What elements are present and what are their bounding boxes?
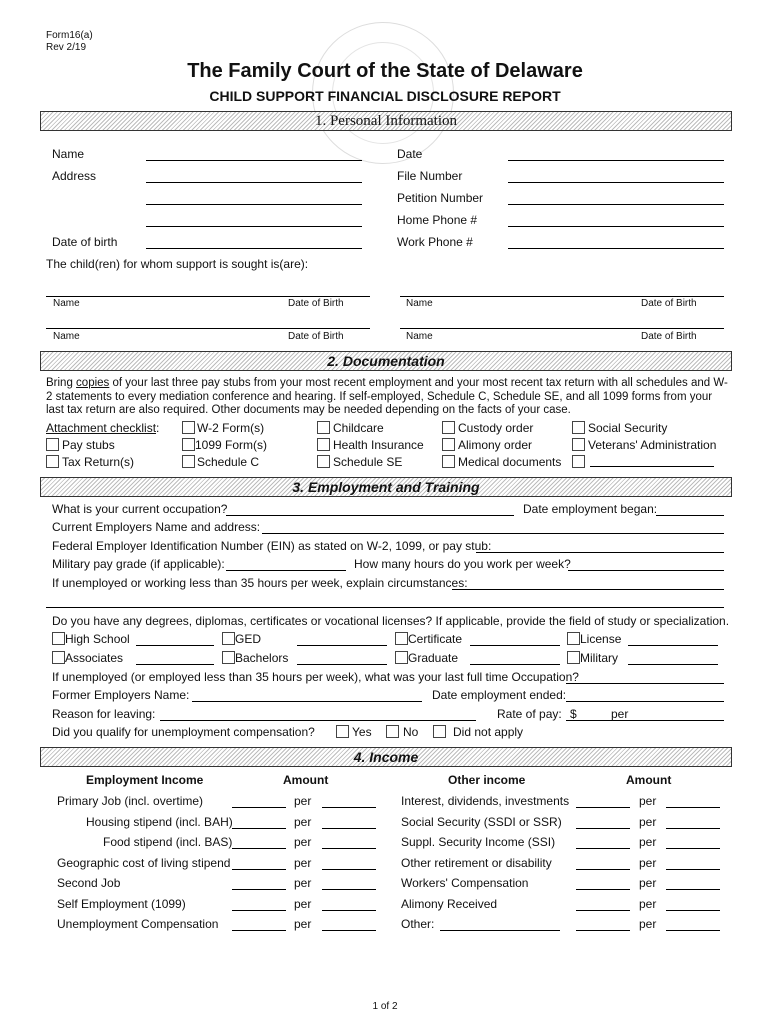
pay-stubs-label: Pay stubs	[62, 438, 115, 452]
health-insurance-label: Health Insurance	[333, 438, 424, 452]
section-employment-header	[40, 477, 732, 497]
other-income-description-field[interactable]	[440, 930, 560, 931]
income-right-row-label: Other retirement or disability	[401, 856, 552, 870]
income-per-label: per	[639, 897, 657, 911]
no-label: No	[403, 725, 419, 739]
veterans-label: Veterans' Administration	[588, 438, 717, 452]
income-right-row-label: Suppl. Security Income (SSI)	[401, 835, 556, 849]
income-left-row-label: Housing stipend (incl. BAH)	[86, 815, 233, 829]
income-amount-field[interactable]	[576, 807, 630, 808]
para-copies: copies	[76, 377, 110, 389]
license-label: License	[580, 632, 622, 646]
section-heading: 1. Personal Information	[314, 113, 458, 129]
other-document-checkbox[interactable]	[572, 455, 585, 468]
other-income-heading: Other income	[448, 773, 526, 787]
address-field-3[interactable]	[146, 226, 362, 227]
child-3-field[interactable]	[46, 328, 370, 329]
income-period-field[interactable]	[666, 910, 720, 911]
income-per-label: per	[639, 835, 657, 849]
income-per-label: per	[294, 815, 312, 829]
custody-order-label: Custody order	[458, 421, 534, 435]
schedule-c-checkbox[interactable]	[182, 455, 195, 468]
income-amount-field[interactable]	[576, 848, 630, 849]
income-amount-field[interactable]	[232, 828, 286, 829]
w2-label: W-2 Form(s)	[197, 421, 265, 435]
alimony-order-label: Alimony order	[458, 438, 533, 452]
income-period-field[interactable]	[666, 889, 720, 890]
associates-checkbox[interactable]	[52, 651, 65, 664]
bachelors-checkbox[interactable]	[222, 651, 235, 664]
income-per-label: per	[639, 856, 657, 870]
income-left-row-label: Food stipend (incl. BAS)	[103, 835, 233, 849]
date-field[interactable]	[508, 160, 724, 161]
military-field[interactable]	[226, 570, 346, 571]
other-document-field[interactable]	[590, 466, 714, 467]
income-amount-field[interactable]	[232, 910, 286, 911]
income-per-label: per	[294, 876, 312, 890]
military-edu-field[interactable]	[628, 664, 718, 665]
childcare-checkbox[interactable]	[317, 421, 330, 434]
section-heading: 2. Documentation	[327, 353, 445, 369]
checklist-colon: :	[156, 421, 160, 435]
ged-label: GED	[235, 632, 262, 646]
child-dob-label: Date of Birth	[288, 331, 344, 342]
income-per-label: per	[294, 917, 312, 931]
income-per-label: per	[639, 794, 657, 808]
income-period-field[interactable]	[322, 848, 376, 849]
form-1099-checkbox[interactable]	[182, 438, 195, 451]
attachment-checklist-label	[46, 421, 159, 435]
unemployed-field-2[interactable]	[46, 607, 724, 608]
address-label: Address	[52, 169, 97, 183]
degrees-label: Do you have any degrees, diplomas, certificates or vocational licenses? If applicable, provide the field of study or specialization.	[52, 614, 730, 628]
yes-checkbox[interactable]	[336, 725, 349, 738]
children-prompt: The child(ren) for whom support is sought is(are):	[46, 257, 309, 271]
amount-heading-right: Amount	[626, 773, 672, 787]
child-dob-label: Date of Birth	[288, 298, 344, 309]
income-period-field[interactable]	[322, 889, 376, 890]
yes-label: Yes	[352, 725, 372, 739]
amount-heading-left: Amount	[283, 773, 329, 787]
income-left-row-label: Geographic cost of living stipend	[57, 856, 231, 870]
income-right-row-label: Social Security (SSDI or SSR)	[401, 815, 562, 829]
employment-income-heading: Employment Income	[86, 773, 204, 787]
income-per-label: per	[294, 794, 312, 808]
income-right-row-label: Interest, dividends, investments	[401, 794, 570, 808]
income-left-row-label: Second Job	[57, 876, 121, 890]
form-1099-label: 1099 Form(s)	[195, 438, 268, 452]
w2-checkbox[interactable]	[182, 421, 195, 434]
military-label: Military pay grade (if applicable):	[52, 557, 225, 571]
graduate-label: Graduate	[408, 651, 459, 665]
documentation-instructions	[46, 377, 730, 418]
unemployed-field[interactable]	[452, 589, 724, 590]
certificate-label: Certificate	[408, 632, 463, 646]
income-amount-field[interactable]	[232, 930, 286, 931]
date-label: Date	[397, 147, 423, 161]
last-occupation-field[interactable]	[566, 683, 724, 684]
did-not-apply-checkbox[interactable]	[433, 725, 446, 738]
tax-returns-label: Tax Return(s)	[62, 455, 135, 469]
file-number-field[interactable]	[508, 182, 724, 183]
occupation-field[interactable]	[226, 515, 514, 516]
license-field[interactable]	[628, 645, 718, 646]
income-amount-field[interactable]	[576, 889, 630, 890]
work-phone-label: Work Phone #	[397, 235, 473, 249]
page-subtitle: CHILD SUPPORT FINANCIAL DISCLOSURE REPORT	[209, 88, 561, 104]
license-checkbox[interactable]	[567, 632, 580, 645]
para-start: Bring	[46, 377, 77, 389]
ein-field[interactable]	[476, 552, 724, 553]
checklist-label-text: Attachment checklist	[46, 421, 157, 435]
did-not-apply-label: Did not apply	[453, 725, 524, 739]
address-field-2[interactable]	[146, 204, 362, 205]
bachelors-field[interactable]	[297, 664, 387, 665]
child-name-label: Name	[406, 298, 433, 309]
ged-checkbox[interactable]	[222, 632, 235, 645]
income-period-field[interactable]	[666, 930, 720, 931]
graduate-field[interactable]	[470, 664, 560, 665]
high-school-label: High School	[65, 632, 130, 646]
reason-label: Reason for leaving:	[52, 707, 156, 721]
employers-field[interactable]	[262, 533, 724, 534]
child-name-label: Name	[406, 331, 433, 342]
income-amount-field[interactable]	[232, 848, 286, 849]
child-1-field[interactable]	[46, 296, 370, 297]
income-period-field[interactable]	[666, 848, 720, 849]
associates-field[interactable]	[136, 664, 214, 665]
custody-order-checkbox[interactable]	[442, 421, 455, 434]
address-field-1[interactable]	[146, 182, 362, 183]
medical-documents-checkbox[interactable]	[442, 455, 455, 468]
social-security-checkbox[interactable]	[572, 421, 585, 434]
section-income-header	[40, 747, 732, 767]
income-period-field[interactable]	[322, 869, 376, 870]
high-school-field[interactable]	[136, 645, 214, 646]
income-per-label: per	[639, 876, 657, 890]
certificate-checkbox[interactable]	[395, 632, 408, 645]
income-amount-field[interactable]	[232, 889, 286, 890]
dollar-sign: $	[570, 707, 577, 721]
dob-label: Date of birth	[52, 235, 118, 249]
income-per-label: per	[294, 835, 312, 849]
section-heading: 3. Employment and Training	[292, 479, 480, 495]
health-insurance-checkbox[interactable]	[317, 438, 330, 451]
tax-returns-checkbox[interactable]	[46, 455, 59, 468]
rate-per: per	[611, 707, 629, 721]
income-per-label: per	[639, 815, 657, 829]
income-left-row-label: Self Employment (1099)	[57, 897, 186, 911]
ged-field[interactable]	[297, 645, 387, 646]
former-employers-label: Former Employers Name:	[52, 688, 190, 702]
income-per-label: per	[294, 856, 312, 870]
para-rest: of your last three pay stubs from your most recent employment and your most recent tax return with all schedules and W-2 statements to every mediation conference and hearing. If self-employed, Schedule C, Schedule SE, and all 1099 forms from your last tax return are also required. Other documents may be needed depending on the facts of your case.	[46, 377, 728, 416]
income-per-label: per	[294, 897, 312, 911]
employers-label: Current Employers Name and address:	[52, 520, 261, 534]
income-period-field[interactable]	[322, 930, 376, 931]
no-checkbox[interactable]	[386, 725, 399, 738]
date-began-label: Date employment began:	[523, 502, 658, 516]
high-school-checkbox[interactable]	[52, 632, 65, 645]
income-amount-field[interactable]	[232, 869, 286, 870]
income-amount-field[interactable]	[232, 807, 286, 808]
income-right-row-label: Other:	[401, 917, 435, 931]
hours-label: How many hours do you work per week?	[354, 557, 571, 571]
schedule-se-label: Schedule SE	[333, 455, 403, 469]
former-employers-field[interactable]	[192, 701, 422, 702]
rate-field[interactable]	[566, 720, 724, 721]
military-edu-checkbox[interactable]	[567, 651, 580, 664]
section-heading: 4. Income	[353, 749, 419, 765]
associates-label: Associates	[65, 651, 124, 665]
unemployment-compensation-label: Did you qualify for unemployment compensation?	[52, 725, 315, 739]
graduate-checkbox[interactable]	[395, 651, 408, 664]
income-amount-field[interactable]	[576, 910, 630, 911]
last-occupation-label: If unemployed (or employed less than 35 hours per week), what was your last full time Occupation?	[52, 670, 579, 684]
dob-field[interactable]	[146, 248, 362, 249]
income-amount-field[interactable]	[576, 869, 630, 870]
childcare-label: Childcare	[333, 421, 384, 435]
date-began-field[interactable]	[656, 515, 724, 516]
child-dob-label: Date of Birth	[641, 298, 697, 309]
income-right-row-label: Workers' Compensation	[401, 876, 529, 890]
income-period-field[interactable]	[666, 869, 720, 870]
income-left-row-label: Unemployment Compensation	[57, 917, 219, 931]
name-field[interactable]	[146, 160, 362, 161]
home-phone-field[interactable]	[508, 226, 724, 227]
petition-number-field[interactable]	[508, 204, 724, 205]
page-number	[0, 1001, 770, 1012]
unemployed-label: If unemployed or working less than 35 hours per week, explain circumstances:	[52, 576, 468, 590]
income-amount-field[interactable]	[576, 828, 630, 829]
income-left-row-label: Primary Job (incl. overtime)	[57, 794, 204, 808]
section-personal-information-header	[40, 111, 732, 131]
income-period-field[interactable]	[322, 828, 376, 829]
certificate-field[interactable]	[470, 645, 560, 646]
ein-label: Federal Employer Identification Number (EIN) as stated on W-2, 1099, or pay stub:	[52, 539, 492, 553]
form-id: Form16(a)	[46, 30, 93, 41]
file-number-label: File Number	[397, 169, 463, 183]
name-label: Name	[52, 147, 85, 161]
hours-field[interactable]	[568, 570, 724, 571]
social-security-label: Social Security	[588, 421, 668, 435]
schedule-se-checkbox[interactable]	[317, 455, 330, 468]
date-ended-field[interactable]	[566, 701, 724, 702]
section-documentation-header	[40, 351, 732, 371]
home-phone-label: Home Phone #	[397, 213, 478, 227]
income-amount-field[interactable]	[576, 930, 630, 931]
reason-field[interactable]	[160, 720, 476, 721]
income-period-field[interactable]	[666, 807, 720, 808]
date-ended-label: Date employment ended:	[432, 688, 567, 702]
schedule-c-label: Schedule C	[197, 455, 260, 469]
page-number-text: 1 of 2	[372, 1001, 398, 1012]
income-period-field[interactable]	[322, 910, 376, 911]
medical-documents-label: Medical documents	[458, 455, 562, 469]
income-period-field[interactable]	[322, 807, 376, 808]
child-2-field[interactable]	[400, 296, 724, 297]
alimony-order-checkbox[interactable]	[442, 438, 455, 451]
page-title: The Family Court of the State of Delaware	[187, 60, 583, 82]
military-edu-label: Military	[580, 651, 618, 665]
rate-label: Rate of pay:	[497, 707, 562, 721]
child-name-label: Name	[53, 298, 80, 309]
work-phone-field[interactable]	[508, 248, 724, 249]
income-period-field[interactable]	[666, 828, 720, 829]
occupation-label: What is your current occupation?	[52, 502, 228, 516]
child-name-label: Name	[53, 331, 80, 342]
bachelors-label: Bachelors	[235, 651, 289, 665]
income-right-row-label: Alimony Received	[401, 897, 498, 911]
form-revision: Rev 2/19	[46, 42, 87, 53]
pay-stubs-checkbox[interactable]	[46, 438, 59, 451]
veterans-checkbox[interactable]	[572, 438, 585, 451]
petition-number-label: Petition Number	[397, 191, 484, 205]
income-per-label: per	[639, 917, 657, 931]
child-dob-label: Date of Birth	[641, 331, 697, 342]
child-4-field[interactable]	[400, 328, 724, 329]
